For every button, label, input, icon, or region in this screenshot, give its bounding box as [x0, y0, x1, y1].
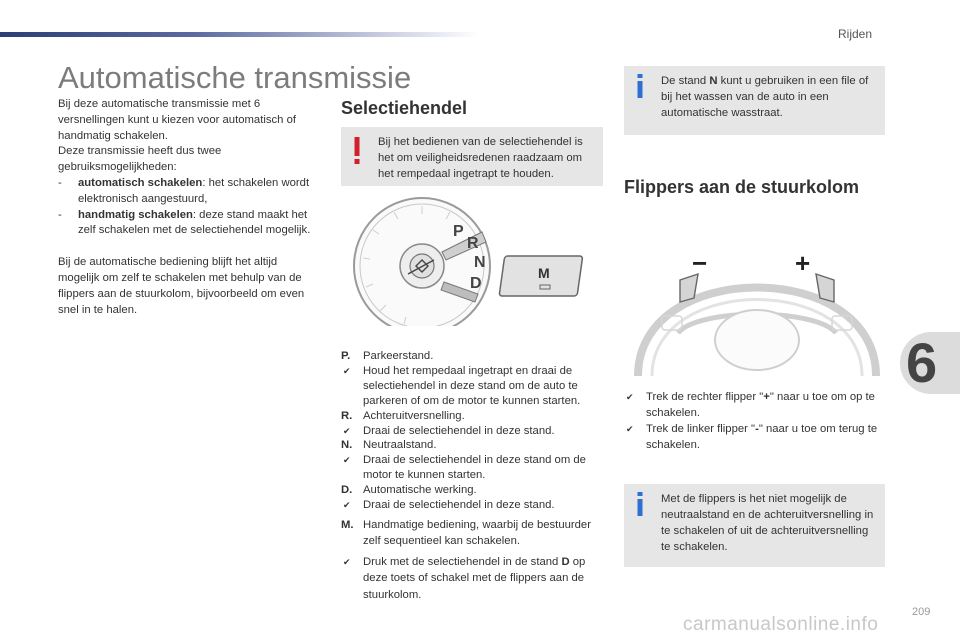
intro-paragraph: Bij deze automatische transmissie met 6 versnellingen kunt u kiezen voor automatisch of handmatig schakelen. [58, 98, 296, 142]
intro-bullet: - handmatig schakelen: deze stand maakt het zelf schakelen met de selectiehendel mogelijk. [58, 208, 311, 237]
flipper-item: ✔ Trek de rechter flipper "+" naar u toe om op te schakelen. [626, 391, 875, 419]
page-number: 209 [912, 606, 931, 618]
selector-heading: Selectiehendel [341, 98, 468, 118]
minus-symbol: − [692, 248, 708, 278]
warning-icon [353, 137, 361, 165]
intro-bullet: - automatisch schakelen: het schakelen wordt elektronisch aangestuurd, [58, 176, 310, 205]
page-title: Automatische transmissie [58, 60, 412, 95]
dial-letter-d: D [470, 275, 482, 292]
legend-item: N. Neutraalstand. [341, 439, 437, 452]
legend-item: D. Automatische werking. [341, 484, 477, 497]
legend-item: R. Achteruitversnelling. [341, 409, 465, 422]
legend-action: ✔ Houd het rempedaal ingetrapt en draai de selectiehendel in deze stand om de auto te parkeren of om de motor te kunnen starten. [343, 364, 581, 407]
section-label: Rijden [838, 27, 873, 41]
info-box-neutral [624, 66, 885, 135]
flippers-heading: Flippers aan de stuurkolom [624, 177, 860, 197]
flipper-instructions [624, 389, 888, 453]
info-icon [636, 74, 644, 98]
dial-letter-n: N [474, 254, 486, 271]
info-box-flippers [624, 484, 885, 567]
legend-item: P. Parkeerstand. [341, 350, 434, 362]
legend-action: ✔ Druk met de selectiehendel in de stand D op deze toets of schakel met de flippers aan de stuurkolom. [343, 555, 586, 601]
legend-action: ✔ Draai de selectiehendel in deze stand om de motor te kunnen starten. [343, 454, 586, 482]
info-text: Met de flippers is het niet mogelijk de neutraalstand en de achteruitversnelling in te schakelen of uit de achteruitversnelling te schakelen. [661, 493, 874, 553]
gear-selector-illustration [346, 190, 602, 326]
dial-letter-r: R [467, 235, 479, 252]
intro-paragraph-2: Deze transmissie heeft dus twee gebruiksmogelijkheden: [58, 145, 222, 174]
intro-paragraph-3: Bij de automatische bediening blijft het altijd mogelijk om zelf te schakelen met behulp van de flippers aan de stuurkolom, bijvoorbeeld om even snel in te halen. [58, 256, 305, 316]
legend-item: M. Handmatige bediening, waarbij de bestuurder zelf sequentieel kan schakelen. [341, 518, 591, 548]
legend-action: ✔ Draai de selectiehendel in deze stand. [343, 424, 555, 437]
watermark: carmanualsonline.info [683, 614, 879, 635]
chapter-number: 6 [906, 331, 938, 394]
warning-box [341, 127, 603, 186]
legend-action: ✔ Draai de selectiehendel in deze stand. [343, 499, 555, 512]
chapter-tab [900, 332, 960, 394]
header-color-bar [0, 32, 480, 37]
info-icon [636, 492, 644, 516]
plus-symbol: + [795, 248, 811, 278]
intro-column [58, 97, 320, 318]
info-text: De stand N kunt u gebruiken in een file of bij het wassen van de auto in een automatische wasstraat. [661, 75, 869, 119]
flipper-item: ✔ Trek de linker flipper "-" naar u toe om terug te schakelen. [626, 423, 878, 451]
gear-legend [341, 349, 611, 603]
steering-wheel-illustration [628, 228, 886, 378]
manual-button-label: M [538, 265, 550, 281]
dial-letter-p: P [453, 223, 464, 240]
warning-text: Bij het bedienen van de selectiehendel is het om veiligheidsredenen raadzaam om het rempedaal ingetrapt te houden. [378, 136, 583, 180]
